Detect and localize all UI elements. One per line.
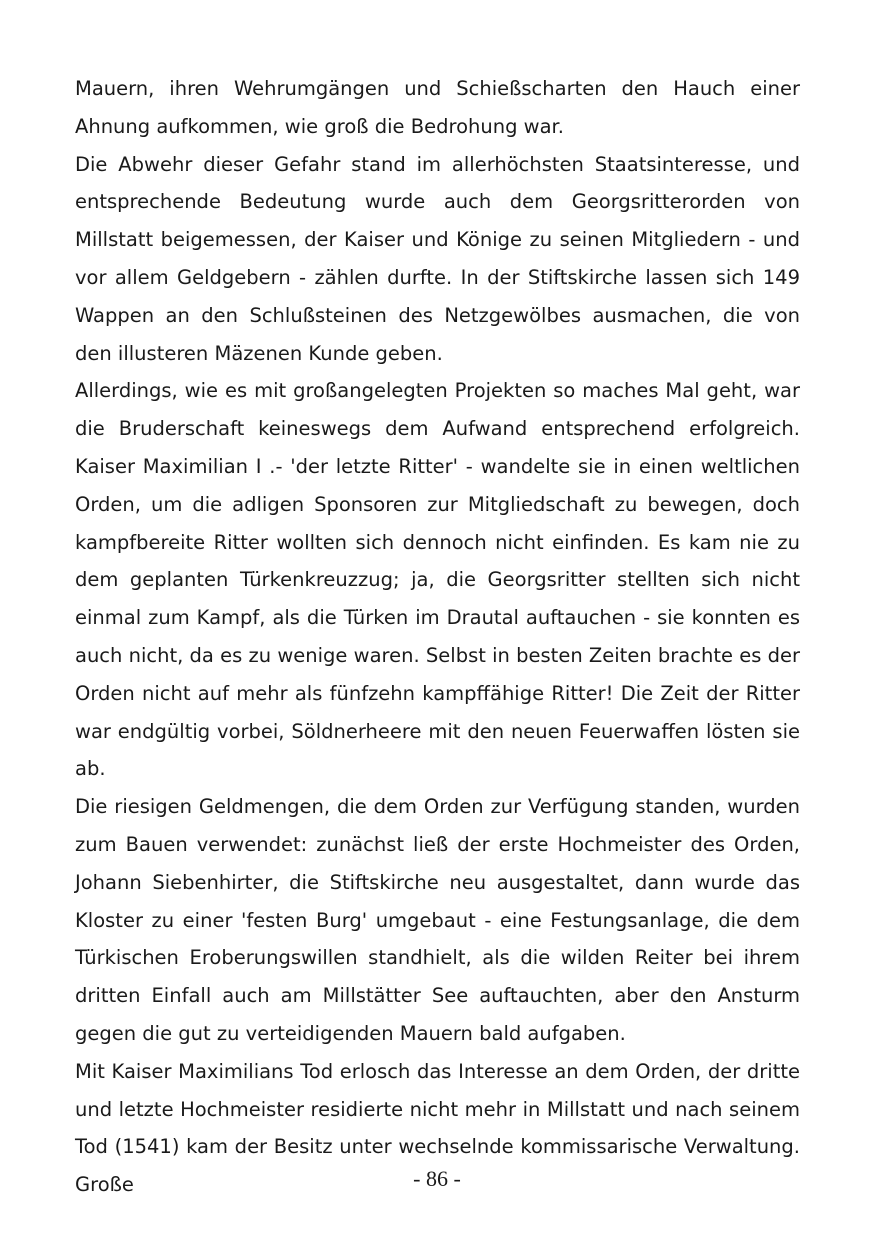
paragraph-2: Die Abwehr dieser Gefahr stand im allerhöchsten Staatsinteresse, und entsprechende Bedeutung wurde auch dem Georgsritterorden von Millstatt beigemessen, der Kaiser und Könige zu seinen Mitgliedern - und vor allem Geldgebern - zählen durfte. In der Stiftskirche lassen sich 149 Wappen an den Schlußsteinen des Netzgewölbes ausmachen, die von den illusteren Mäzenen Kunde geben. bbox=[75, 152, 800, 365]
paragraph-4: Die riesigen Geldmengen, die dem Orden zur Verfügung standen, wurden zum Bauen verwendet: zunächst ließ der erste Hochmeister des Orden, Johann Siebenhirter, die Stiftskirche neu ausgestaltet, dann wurde das Kloster zu einer 'festen Burg' umgebaut - eine Festungsanlage, die dem Türkischen Eroberungswillen standhielt, als die wilden Reiter bei ihrem dritten Einfall auch am Millstätter See auftauchten, aber den Ansturm gegen die gut zu verteidigenden Mauern bald aufgaben. bbox=[75, 795, 800, 1045]
paragraph-3: Allerdings, wie es mit großangelegten Projekten so maches Mal geht, war die Bruderschaft keineswegs dem Aufwand entsprechend erfolgreich. Kaiser Maximilian I .- 'der letzte Ritter' - wandelte sie in einen weltlichen Orden, um die adligen Sponsoren zur Mitgliedschaft zu bewegen, doch kampfbereite Ritter wollten sich dennoch nicht einfinden. Es kam nie zu dem geplanten Türkenkreuzzug; ja, die Georgsritter stellten sich nicht einmal zum Kampf, als die Türken im Drautal auftauchen - sie konnten es auch nicht, da es zu wenige waren. Selbst in besten Zeiten brachte es der Orden nicht auf mehr als fünfzehn kampffähige Ritter! Die Zeit der Ritter war endgültig vorbei, Söldnerheere mit den neuen Feuerwaffen lösten sie ab. bbox=[75, 379, 800, 781]
page-number: - 86 - bbox=[413, 1166, 461, 1191]
paragraph-5: Mit Kaiser Maximilians Tod erlosch das Interesse an dem Orden, der dritte und letzte Hochmeister residierte nicht mehr in Millstatt und nach seinem Tod (1541) kam der Besitz unter wechselnde kommissarische Verwaltung. Große bbox=[75, 1059, 800, 1197]
paragraph-1: Mauern, ihren Wehrumgängen und Schießscharten den Hauch einer Ahnung aufkommen, wie groß die Bedrohung war. bbox=[75, 77, 800, 138]
body-text bbox=[75, 70, 800, 1204]
